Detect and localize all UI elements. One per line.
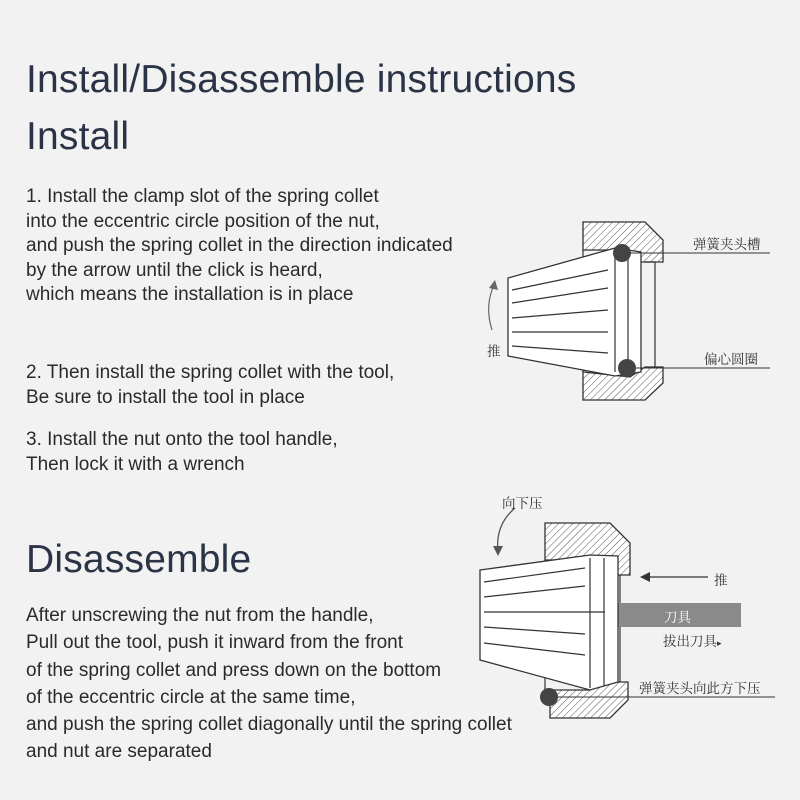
press-down-arrow xyxy=(498,508,515,552)
text-line: of the spring collet and press down on the bottom xyxy=(26,659,442,681)
text-line: Be sure to install the tool in place xyxy=(26,386,305,408)
install-heading: Install xyxy=(26,115,130,158)
push-arrow-curve xyxy=(489,283,495,330)
label-eccentric-circle: 偏心圆圈 xyxy=(704,352,758,367)
label-push: 推 xyxy=(487,344,501,359)
page-title: Install/Disassemble instructions xyxy=(26,58,577,101)
label-press-down: 向下压 xyxy=(502,496,543,511)
eccentric-ball xyxy=(540,688,558,706)
collet-body xyxy=(508,248,641,376)
text-line: and push the spring collet in the direction indicated xyxy=(26,235,453,256)
pull-out-tool-text: 拔出刀具 xyxy=(663,634,717,649)
text-line: Then lock it with a wrench xyxy=(26,453,245,475)
slot-ball xyxy=(613,244,631,262)
label-tool: 刀具 xyxy=(664,610,691,625)
label-collet-press-down: 弹簧夹头向此方下压 xyxy=(639,681,761,696)
label-push: 推 xyxy=(714,573,728,588)
text-line: which means the installation is in place xyxy=(26,284,354,305)
label-pull-out-tool xyxy=(663,630,722,650)
text-line: Pull out the tool, push it inward from the front xyxy=(26,632,404,654)
text-line: 1. Install the clamp slot of the spring collet xyxy=(26,186,379,207)
text-line: 2. Then install the spring collet with the tool, xyxy=(26,362,395,383)
collet-body xyxy=(480,555,618,690)
label-collet-slot: 弹簧夹头槽 xyxy=(693,237,761,252)
text-line: of the eccentric circle at the same time, xyxy=(26,686,356,708)
text-line: and push the spring collet diagonally until the spring collet xyxy=(26,714,512,736)
text-line: After unscrewing the nut from the handle, xyxy=(26,605,374,626)
text-line: into the eccentric circle position of the nut, xyxy=(26,210,380,232)
eccentric-ball xyxy=(618,359,636,377)
text-line: and nut are separated xyxy=(26,741,212,763)
small-arrow-icon: ▸ xyxy=(717,638,722,648)
text-line: 3. Install the nut onto the tool handle, xyxy=(26,429,338,450)
disassemble-heading: Disassemble xyxy=(26,538,252,581)
text-line: by the arrow until the click is heard, xyxy=(26,259,323,281)
